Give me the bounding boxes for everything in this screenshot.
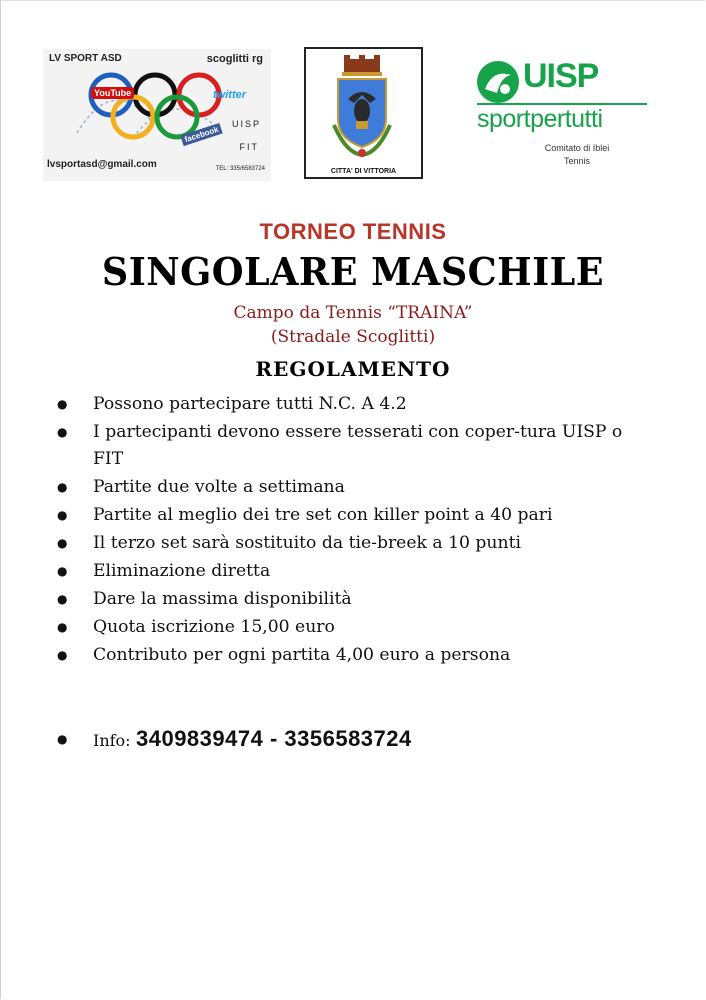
uisp-committee-line2: Tennis: [563, 156, 590, 166]
lv-sport-logo: [43, 49, 271, 181]
rule-text: Il terzo set sarà sostituito da tie-breek a 10 punti: [93, 533, 521, 553]
facebook-logo: facebook: [180, 123, 223, 146]
vittoria-crest: [304, 47, 423, 179]
rule-item: [57, 419, 657, 473]
rule-text: Contributo per ogni partita 4,00 euro a persona: [93, 645, 511, 665]
lv-sport-tel: TEL: 335/6583724: [215, 166, 265, 172]
rule-item: [57, 586, 657, 613]
tournament-category: SINGOLARE MASCHILE: [101, 249, 605, 294]
bullet-icon: ●: [57, 536, 68, 550]
bullet-icon: ●: [57, 648, 68, 662]
info-label: Info:: [93, 731, 131, 750]
olympic-rings-icon: [73, 63, 243, 153]
lv-sport-fit: FIT: [239, 142, 259, 152]
coat-of-arms-icon: [326, 55, 398, 159]
rule-item: [57, 391, 657, 418]
venue-address: (Stradale Scoglitti): [270, 327, 436, 347]
uisp-name: UISP: [523, 57, 599, 95]
bullet-icon: ●: [57, 397, 68, 411]
rule-text: Quota iscrizione 15,00 euro: [93, 617, 335, 637]
tournament-title: TORNEO TENNIS: [259, 219, 447, 244]
lv-sport-email: lvsportasd@gmail.com: [47, 159, 157, 170]
uisp-tagline: sportpertutti: [477, 105, 603, 133]
bullet-icon: ●: [57, 592, 68, 606]
venue-name: Campo da Tennis “TRAINA”: [233, 303, 473, 323]
bullet-icon: ●: [57, 564, 68, 578]
rule-text: Dare la massima disponibilità: [93, 589, 352, 609]
bullet-icon: ●: [57, 732, 68, 746]
uisp-logo: [473, 53, 653, 173]
youtube-logo: YouTube: [91, 87, 134, 99]
info-line: [57, 724, 693, 756]
rule-text: Partite due volte a settimana: [93, 477, 345, 497]
info-phones: 3409839474 - 3356583724: [135, 726, 412, 751]
rule-text: I partecipanti devono essere tesserati con coper-tura UISP o FIT: [93, 422, 623, 469]
lv-sport-place: scoglitti rg: [206, 53, 263, 65]
venue-block: [1, 301, 705, 349]
bullet-icon: ●: [57, 620, 68, 634]
rules-list: [57, 391, 657, 670]
bullet-icon: ●: [57, 508, 68, 522]
uisp-committee-line1: Comitato di Iblei: [544, 143, 610, 153]
bullet-icon: ●: [57, 480, 68, 494]
rule-text: Possono partecipare tutti N.C. A 4.2: [93, 394, 407, 414]
rule-item: [57, 502, 657, 529]
rule-item: [57, 558, 657, 585]
uisp-committee: [527, 142, 627, 168]
rule-text: Partite al meglio dei tre set con killer point a 40 pari: [93, 505, 553, 525]
rule-item: [57, 642, 657, 669]
lv-sport-uisp: UISP: [231, 119, 261, 129]
rule-item: [57, 614, 657, 641]
rule-text: Eliminazione diretta: [93, 561, 271, 581]
rule-item: [57, 530, 657, 557]
rules-heading: REGOLAMENTO: [255, 357, 451, 381]
uisp-emblem-icon: [475, 59, 521, 105]
twitter-logo: twitter: [213, 89, 246, 101]
lv-sport-name: LV SPORT ASD: [49, 53, 122, 64]
rule-item: [57, 474, 657, 501]
bullet-icon: ●: [57, 425, 68, 439]
vittoria-caption: CITTA' DI VITTORIA: [330, 168, 397, 175]
